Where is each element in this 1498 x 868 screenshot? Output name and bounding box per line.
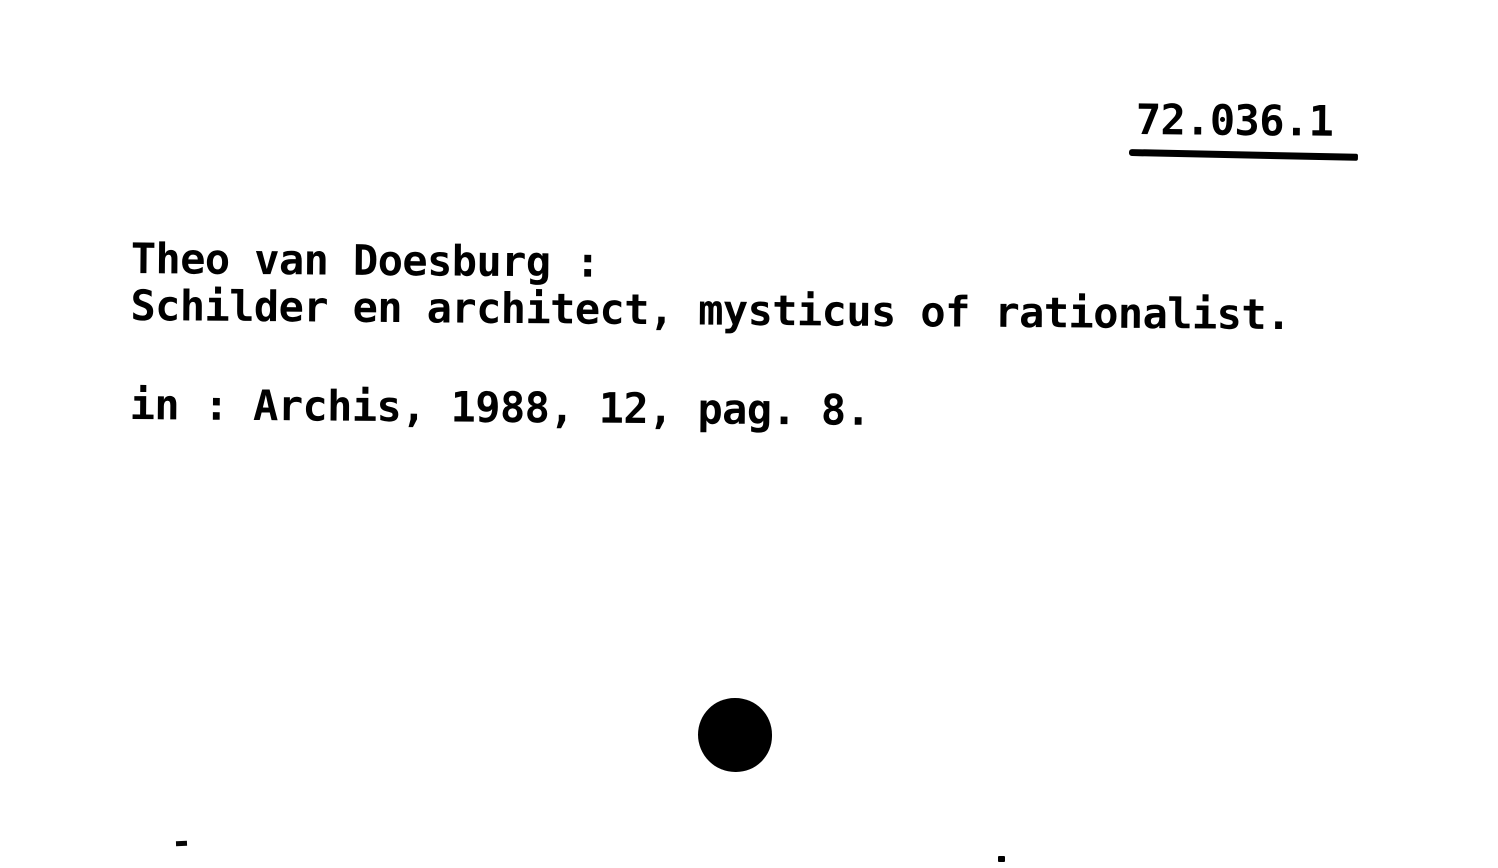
source-line: in : Archis, 1988, 12, pag. 8. bbox=[129, 379, 871, 435]
pencil-dash-mark bbox=[176, 841, 187, 846]
hole-punch-mark bbox=[698, 698, 772, 772]
card-text-block bbox=[129, 234, 1381, 468]
author-line: Theo van Doesburg : bbox=[130, 234, 601, 287]
title-line: Schilder en architect, mysticus of rationalist. bbox=[130, 280, 1291, 340]
pencil-dot-mark bbox=[998, 856, 1005, 862]
reference-number-underline bbox=[1129, 149, 1358, 161]
reference-number: 72.036.1 bbox=[1135, 95, 1334, 146]
